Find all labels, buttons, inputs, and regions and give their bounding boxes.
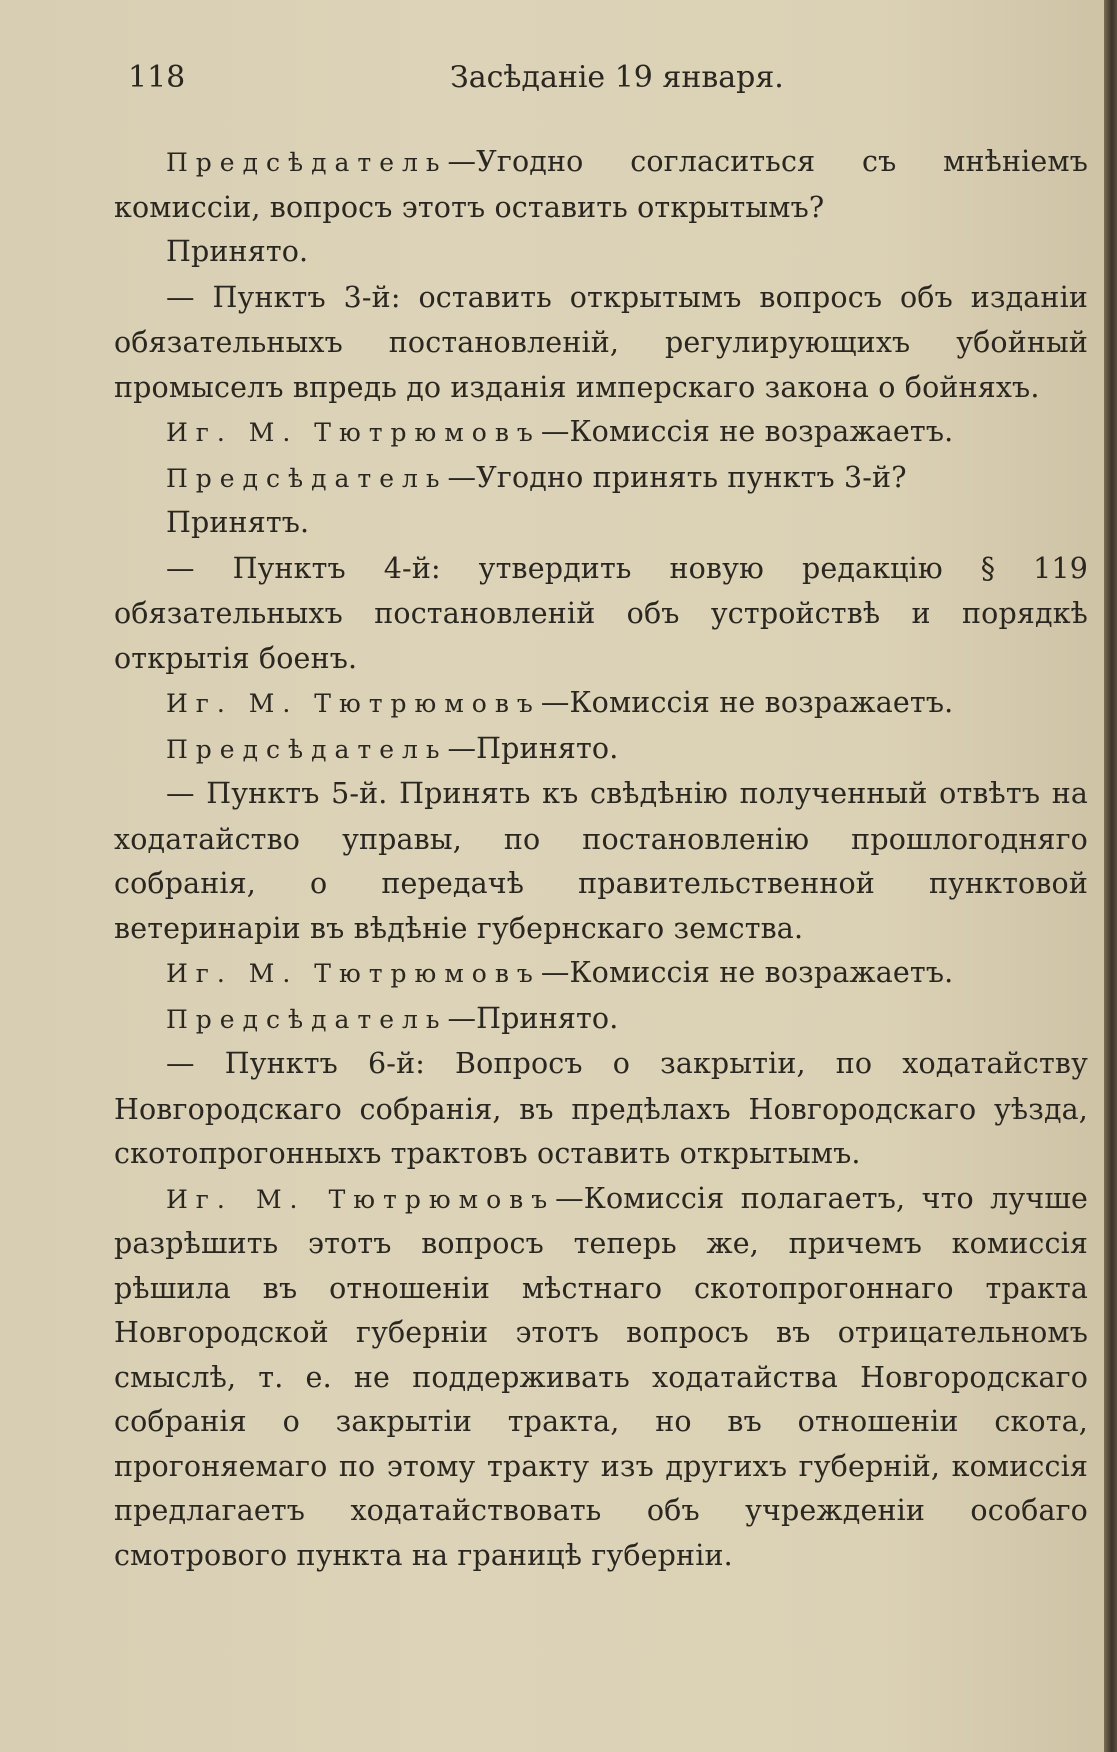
- speech-text: —Комиссія не возражаетъ.: [540, 415, 954, 448]
- speech-text: —Комиссія не возражаетъ.: [540, 686, 954, 719]
- speech-text: —Угодно согласиться съ мнѣніемъ комиссіи, вопросъ этотъ оставить открытымъ?: [114, 145, 1088, 224]
- speaker-name: Предсѣдатель: [166, 1004, 448, 1034]
- speaker-name: Предсѣдатель: [166, 463, 448, 493]
- paragraph: [114, 501, 1088, 547]
- running-head: [128, 60, 1088, 120]
- speech-text: Принято.: [166, 235, 309, 268]
- body-text: [114, 140, 1088, 1578]
- paragraph: [114, 230, 1088, 276]
- paragraph: [114, 276, 1088, 411]
- paragraph: [114, 1042, 1088, 1177]
- speaker-name: Иг. М. Тютрюмовъ: [166, 959, 541, 988]
- paragraph: [114, 410, 1088, 456]
- speech-text: Принятъ.: [166, 506, 310, 539]
- speaker-name: Иг. М. Тютрюмовъ: [166, 418, 541, 447]
- speech-text: —Угодно принять пунктъ 3-й?: [447, 460, 907, 494]
- paragraph: [114, 547, 1088, 682]
- paragraph: [114, 456, 1088, 502]
- speech-text: —Принято.: [447, 731, 619, 765]
- speech-text: — Пунктъ 4-й: утвердить новую редакцію § 119 обязательныхъ постановленій объ устройствѣ и порядкѣ открытія боенъ.: [114, 551, 1088, 675]
- speech-text: — Пунктъ 6-й: Вопросъ о закрытіи, по ходатайству Новгородскаго собранія, въ предѣлахъ Новгородскаго уѣзда, скотопрогонныхъ трактовъ оставить открытымъ.: [114, 1047, 1088, 1170]
- page-number: 118: [128, 60, 186, 95]
- speaker-name: Иг. М. Тютрюмовъ: [166, 689, 541, 718]
- running-title: Засѣданіе 19 января.: [450, 60, 784, 95]
- speaker-name: Предсѣдатель: [166, 734, 448, 764]
- paragraph: [114, 727, 1088, 773]
- speech-text: — Пунктъ 3-й: оставить открытымъ вопросъ объ изданіи обязательныхъ постановленій, регулирующихъ убойный промыселъ впредь до изданія имперскаго закона о бойняхъ.: [114, 280, 1088, 404]
- paragraph: [114, 1177, 1088, 1579]
- paragraph: [114, 681, 1088, 727]
- paragraph: [114, 951, 1088, 997]
- speech-text: —Комиссія не возражаетъ.: [540, 956, 954, 989]
- speaker-name: Предсѣдатель: [166, 148, 448, 177]
- paragraph: [114, 772, 1088, 951]
- speech-text: —Принято.: [447, 1001, 619, 1035]
- page-edge-shadow: [1104, 0, 1117, 1752]
- speaker-name: Иг. М. Тютрюмовъ: [166, 1184, 556, 1214]
- speech-text: —Комиссія полагаетъ, что лучше разрѣшить этотъ вопросъ теперь же, причемъ комиссія рѣшила въ отношеніи мѣстнаго скотопрогоннаго тракта Новгородской губерніи этотъ вопросъ въ отрицательномъ смыслѣ, т. е. не поддерживать ходатайства Новгородскаго собранія о закрытіи тракта, но въ отношеніи скота, прогоняемаго по этому тракту изъ другихъ губерній, комиссія предлагаетъ ходатайствовать объ учрежденіи особаго смотрового пункта на границѣ губерніи.: [114, 1181, 1088, 1572]
- paragraph: [114, 140, 1088, 230]
- speech-text: — Пунктъ 5-й. Принять къ свѣдѣнію полученный отвѣтъ на ходатайство управы, по постановленію прошлогодняго собранія, о передачѣ правительственной пунктовой ветеринаріи въ вѣдѣніе губернскаго земства.: [114, 777, 1088, 945]
- paragraph: [114, 997, 1088, 1043]
